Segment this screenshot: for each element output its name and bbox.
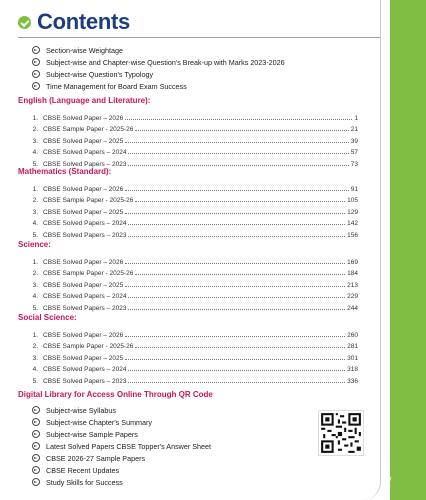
arrow-circle-icon — [32, 442, 40, 450]
intro-item-label: Time Management for Board Exam Success — [46, 81, 187, 91]
entry-page-number: 156 — [347, 231, 358, 239]
entry-number: 4. — [32, 149, 38, 156]
entry-number: 1. — [32, 258, 38, 266]
entry-page-number: 57 — [350, 149, 358, 156]
entry-label: CBSE Solved Paper – 2025 — [43, 137, 124, 145]
toc-entry[interactable] — [18, 181, 358, 193]
entry-label: CBSE Sample Paper - 2025-26 — [43, 197, 134, 204]
dot-leader — [135, 130, 348, 131]
entry-number: 3. — [32, 354, 38, 362]
dot-leader — [125, 286, 345, 287]
intro-item — [32, 44, 285, 56]
entry-label: CBSE Solved Paper – 2025 — [43, 208, 124, 216]
entry-page-number: 1 — [354, 114, 358, 122]
entry-label: CBSE Solved Papers – 2024 — [43, 293, 127, 300]
entry-label: CBSE Solved Paper – 2026 — [43, 258, 124, 266]
entry-number: 4. — [32, 293, 38, 300]
qr-code-image — [319, 411, 363, 455]
section-heading: English (Language and Literature): — [18, 96, 151, 105]
entry-number: 2. — [32, 343, 38, 350]
digital-item-label: Study Skills for Success — [46, 477, 123, 487]
dot-leader — [128, 153, 348, 154]
entry-number: 2. — [32, 126, 38, 133]
entry-number: 4. — [32, 366, 38, 373]
digital-list — [32, 404, 358, 488]
toc-entry[interactable] — [18, 216, 358, 228]
arrow-circle-icon — [32, 418, 40, 426]
arrow-circle-icon — [32, 406, 40, 414]
entry-page-number: 142 — [347, 220, 358, 227]
toc-entry[interactable] — [18, 145, 358, 157]
entry-label: CBSE Solved Paper – 2026 — [43, 331, 124, 339]
entry-number: 2. — [32, 270, 38, 277]
qr-code[interactable] — [318, 410, 364, 456]
digital-item-label: Subject-wise Chapter's Summary — [46, 417, 153, 427]
check-circle-icon — [18, 16, 31, 29]
toc-entry[interactable] — [18, 362, 358, 374]
section-social-science — [18, 313, 358, 385]
digital-item-label: Latest Solved Papers CBSE Topper's Answer Sheet — [46, 441, 212, 451]
toc-entry[interactable] — [18, 193, 358, 205]
entry-label: CBSE Solved Paper – 2026 — [43, 114, 124, 122]
entry-page-number: 213 — [347, 281, 358, 289]
entry-number: 5. — [32, 304, 38, 312]
entry-page-number: 281 — [347, 343, 358, 350]
arrow-circle-icon — [32, 70, 40, 78]
dot-leader — [128, 309, 345, 310]
dot-leader — [128, 236, 345, 237]
entry-page-number: 229 — [347, 293, 358, 300]
arrow-circle-icon — [32, 58, 40, 66]
intro-item — [32, 68, 285, 80]
entry-number: 1. — [32, 331, 38, 339]
digital-item — [32, 452, 358, 464]
entry-page-number: 336 — [347, 377, 358, 385]
arrow-circle-icon — [32, 430, 40, 438]
digital-item-label: Subject-wise Sample Papers — [46, 429, 138, 439]
title-divider — [18, 37, 380, 38]
arrow-circle-icon — [32, 46, 40, 54]
section-heading: Mathematics (Standard): — [18, 167, 112, 176]
dot-leader — [125, 263, 345, 264]
digital-item — [32, 440, 358, 452]
intro-item — [32, 80, 285, 92]
dot-leader — [128, 370, 345, 371]
entry-label: CBSE Solved Papers – 2023 — [43, 377, 127, 385]
entry-number: 2. — [32, 197, 38, 204]
entry-page-number: 260 — [347, 331, 358, 339]
section-science — [18, 240, 358, 312]
page-number: v — [388, 476, 392, 483]
entry-label: CBSE Solved Paper – 2025 — [43, 354, 124, 362]
dot-leader — [135, 347, 345, 348]
section-mathematics — [18, 167, 358, 239]
intro-item — [32, 56, 285, 68]
digital-item — [32, 428, 358, 440]
entry-label: CBSE Solved Papers – 2023 — [43, 231, 127, 239]
dot-leader — [135, 274, 345, 275]
dot-leader — [125, 119, 352, 120]
entry-page-number: 184 — [347, 270, 358, 277]
dot-leader — [128, 165, 348, 166]
toc-entry[interactable] — [18, 266, 358, 278]
entry-number: 5. — [32, 160, 38, 168]
page-title — [18, 8, 130, 36]
digital-item-label: CBSE Recent Updates — [46, 465, 120, 475]
entry-number: 5. — [32, 231, 38, 239]
toc-entry[interactable] — [18, 133, 358, 145]
entry-number: 3. — [32, 208, 38, 216]
digital-item-label: Subject-wise Syllabus — [46, 405, 116, 415]
arrow-circle-icon — [32, 466, 40, 474]
dot-leader — [128, 297, 345, 298]
intro-item-label: Subject-wise and Chapter-wise Question's Break-up with Marks 2023-2026 — [46, 57, 285, 67]
entry-page-number: 91 — [350, 185, 358, 193]
entry-page-number: 318 — [347, 366, 358, 373]
entry-page-number: 73 — [350, 160, 358, 168]
intro-item-label: Section-wise Weightage — [46, 45, 123, 55]
entry-page-number: 21 — [350, 126, 358, 133]
entry-page-number: 244 — [347, 304, 358, 312]
dot-leader — [125, 142, 349, 143]
entry-page-number: 169 — [347, 258, 358, 266]
dot-leader — [125, 336, 345, 337]
toc-entry[interactable] — [18, 227, 358, 239]
toc-entry[interactable] — [18, 339, 358, 351]
digital-item-label: CBSE 2026-27 Sample Papers — [46, 453, 146, 463]
dot-leader — [128, 382, 345, 383]
digital-item — [32, 476, 358, 488]
entry-page-number: 129 — [347, 208, 358, 216]
green-side-bar — [390, 0, 426, 500]
toc-entry[interactable] — [18, 122, 358, 134]
entry-label: CBSE Solved Paper – 2026 — [43, 185, 124, 193]
toc-entry[interactable] — [18, 110, 358, 122]
entry-label: CBSE Solved Papers – 2024 — [43, 149, 127, 156]
entry-label: CBSE Solved Papers – 2023 — [43, 304, 127, 312]
intro-item-label: Subject-wise Question's Typology — [46, 69, 154, 79]
dot-leader — [128, 224, 345, 225]
toc-entry[interactable] — [18, 350, 358, 362]
entry-label: CBSE Solved Paper – 2025 — [43, 281, 124, 289]
toc-entry[interactable] — [18, 156, 358, 168]
intro-list — [32, 44, 285, 92]
toc-entry[interactable] — [18, 327, 358, 339]
dot-leader — [135, 201, 345, 202]
toc-entry[interactable] — [18, 204, 358, 216]
dot-leader — [125, 190, 349, 191]
digital-item — [32, 404, 358, 416]
entry-label: CBSE Solved Papers – 2024 — [43, 220, 127, 227]
entry-number: 3. — [32, 137, 38, 145]
section-english — [18, 96, 358, 168]
toc-entry[interactable] — [18, 373, 358, 385]
entry-label: CBSE Sample Paper - 2025-26 — [43, 270, 134, 277]
entry-page-number: 105 — [347, 197, 358, 204]
toc-entry[interactable] — [18, 277, 358, 289]
section-heading: Social Science: — [18, 313, 77, 322]
entry-page-number: 39 — [350, 137, 358, 145]
entry-number: 5. — [32, 377, 38, 385]
entry-label: CBSE Sample Paper - 2025-26 — [43, 126, 134, 133]
digital-library — [18, 390, 358, 488]
arrow-circle-icon — [32, 478, 40, 486]
entry-page-number: 301 — [347, 354, 358, 362]
arrow-circle-icon — [32, 454, 40, 462]
title-text: Contents — [37, 9, 130, 34]
digital-item — [32, 464, 358, 476]
toc-entry[interactable] — [18, 300, 358, 312]
dot-leader — [125, 359, 345, 360]
toc-entry[interactable] — [18, 289, 358, 301]
digital-heading: Digital Library for Access Online Through QR Code — [18, 390, 213, 399]
section-heading: Science: — [18, 240, 51, 249]
entry-number: 1. — [32, 114, 38, 122]
digital-item — [32, 416, 358, 428]
dot-leader — [125, 213, 345, 214]
toc-entry[interactable] — [18, 254, 358, 266]
arrow-circle-icon — [32, 82, 40, 90]
entry-number: 3. — [32, 281, 38, 289]
entry-number: 4. — [32, 220, 38, 227]
entry-label: CBSE Sample Paper - 2025-26 — [43, 343, 134, 350]
entry-label: CBSE Solved Papers – 2023 — [43, 160, 127, 168]
entry-number: 1. — [32, 185, 38, 193]
entry-label: CBSE Solved Papers – 2024 — [43, 366, 127, 373]
